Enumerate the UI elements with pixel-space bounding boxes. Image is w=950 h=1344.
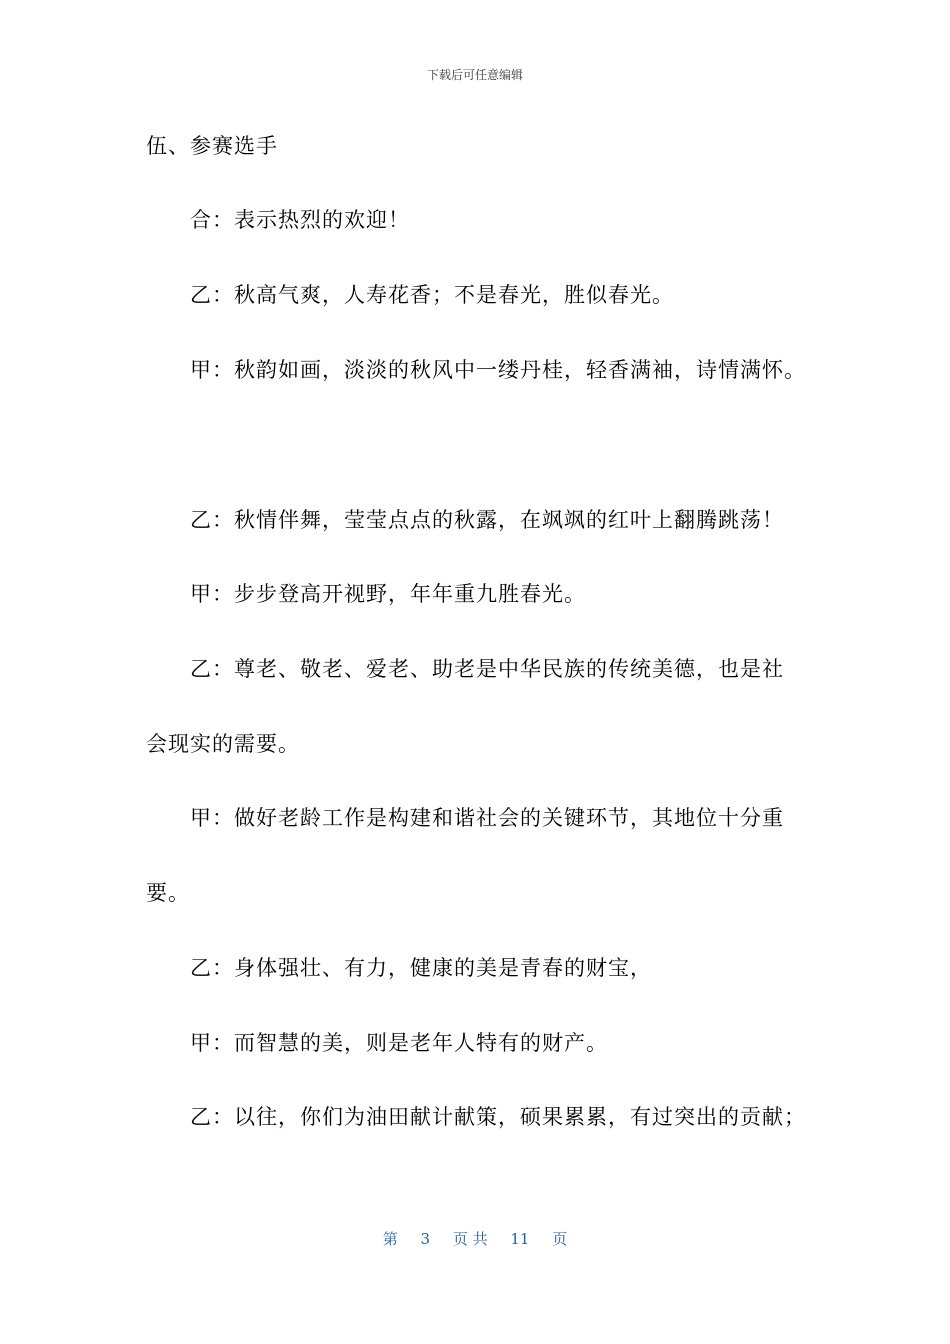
paragraph-line: 合：表示热烈的欢迎！	[190, 208, 410, 232]
paragraph-line: 乙：尊老、敬老、爱老、助老是中华民族的传统美德，也是社	[190, 657, 784, 681]
paragraph-line: 甲：而智慧的美，则是老年人特有的财产。	[190, 1031, 608, 1055]
current-page-number: 3	[420, 1230, 431, 1248]
paragraph-line: 甲：秋韵如画，淡淡的秋风中一缕丹桂，轻香满袖，诗情满怀。	[190, 358, 806, 382]
section-heading: 伍、参赛选手	[146, 134, 278, 158]
paragraph-line: 乙：秋情伴舞，莹莹点点的秋露，在飒飒的红叶上翻腾跳荡！	[190, 508, 784, 532]
paragraph-line: 甲：做好老龄工作是构建和谐社会的关键环节，其地位十分重	[190, 806, 784, 830]
footer-middle: 页 共	[452, 1230, 488, 1248]
page-header: 下载后可任意编辑	[426, 68, 523, 82]
footer-suffix: 页	[552, 1230, 568, 1248]
paragraph-line: 乙：以往，你们为油田献计献策，硕果累累，有过突出的贡献；	[190, 1105, 806, 1129]
footer-prefix: 第	[382, 1230, 398, 1248]
paragraph-line: 甲：步步登高开视野，年年重九胜春光。	[190, 582, 586, 606]
paragraph-line: 乙：秋高气爽，人寿花香；不是春光，胜似春光。	[190, 283, 674, 307]
paragraph-line: 要。	[146, 881, 190, 905]
paragraph-line: 乙：身体强壮、有力，健康的美是青春的财宝，	[190, 956, 652, 980]
page-footer	[0, 1228, 950, 1249]
total-page-count: 11	[510, 1230, 530, 1248]
paragraph-line: 会现实的需要。	[146, 732, 300, 756]
